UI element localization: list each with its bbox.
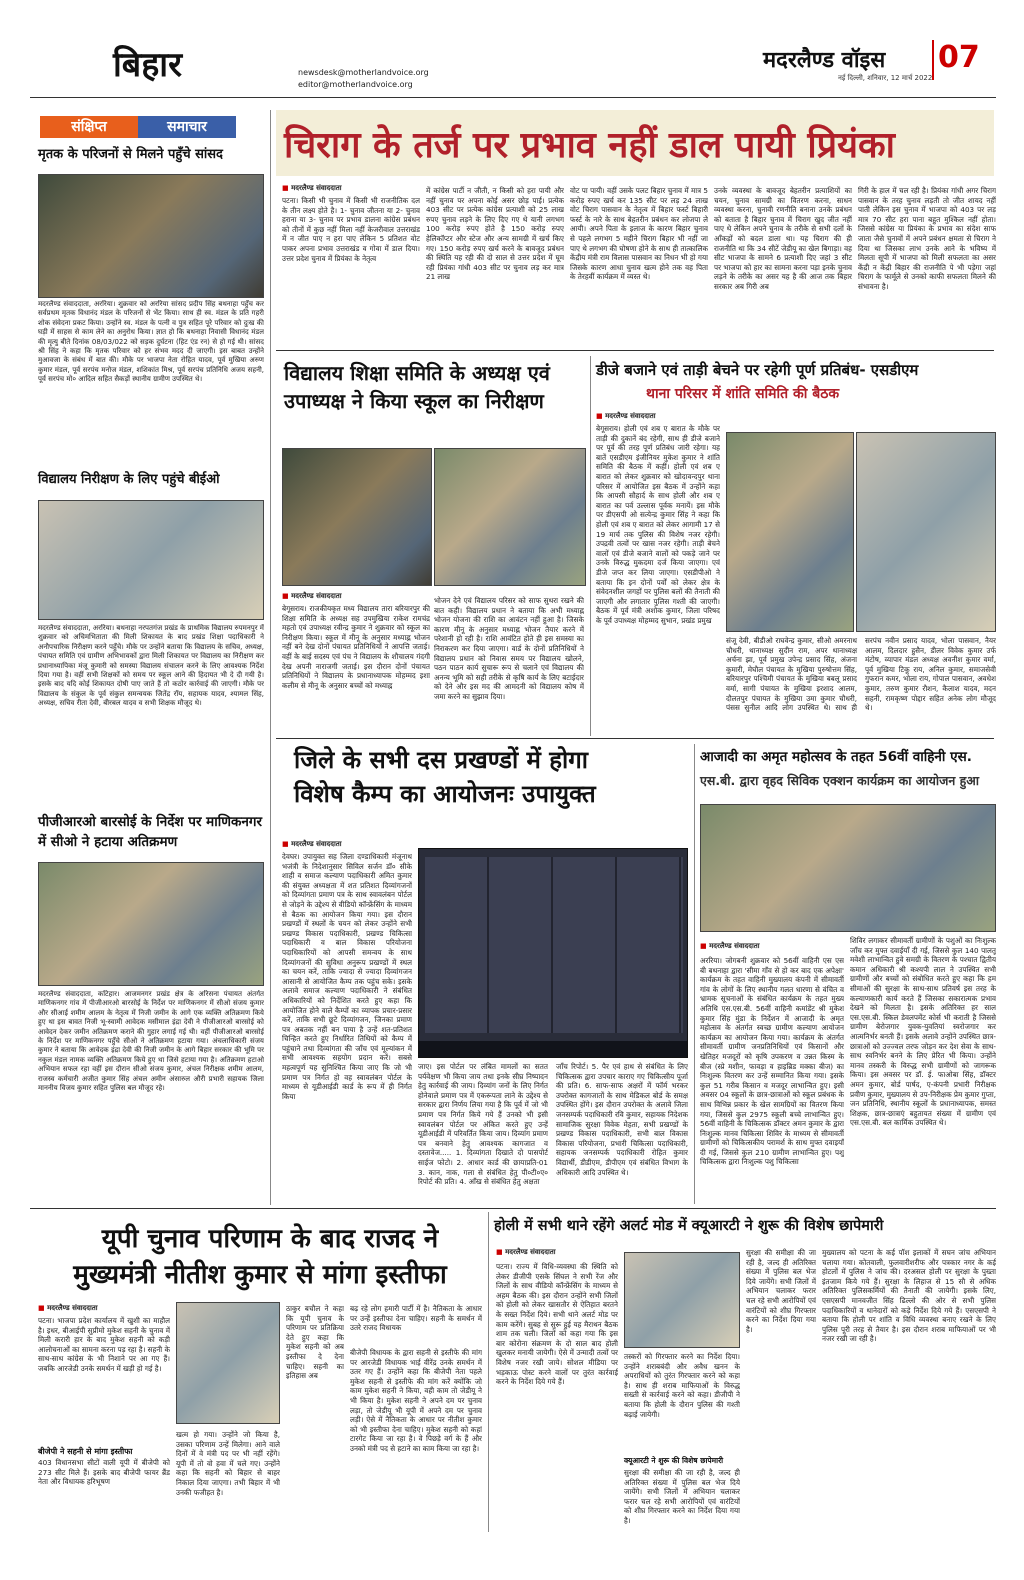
dj-byline: ■ मदरलैण्ड संवाददाता <box>596 412 656 421</box>
paper-name: मदरलैण्ड वॉइस <box>763 48 886 73</box>
camp-byline: ■ मदरलैण्ड संवाददाता <box>282 840 342 849</box>
lead-col-4: उनके व्यवस्था के बावजूद बेहतरीन प्रत्याशियों का चयन, चुनाव सामग्री का वितरण करना, साधन व्यवस्था करना, चुनावी रणनीति बनाना उनके प्रबंधन को बताता है बिहार चुनाव में चिराग खुद जीत नहीं पाए थे लेकिन अपने चुनाव के तरीके से सभी दलों के आँकड़ों को बदल डाला था। यह चिराग की ही राजनीति था कि 34 सीटें जेडीयू का खेल बिगाड़ा। वह सीट भाजपा के सामने 6 प्रत्याशी दिए जहां 3 सीट पर भाजपा को हार का सामना करना पड़ा इनके चुनाव लड़ने के तरीके का असर यह है की आज तक बिहार सरकार अब गिरी अब <box>714 186 852 291</box>
photo-mp-visit <box>38 174 264 298</box>
up-col-1: पटना। भाजपा प्रदेश कार्यालय में खुशी का माहौल है। इधर, बीआईपी सुप्रीमो मुकेश सहनी के चुनाव में मिली करारी हार के बाद मुकेश सहनी को कड़ी आलोचनाओं का सामना करना पड़ रहा है। सहनी के साथ-साथ कांग्रेस के भी निशाने पर आ गए हैं। जबकि आरजेडी उनके समर्थन में खड़ी हो गई है। <box>38 1316 170 1373</box>
section-name: बिहार <box>113 45 182 85</box>
dateline: नई दिल्ली, शनिवार, 12 मार्च 2022 <box>838 74 933 82</box>
brief-headline-3: पीजीआरओ बारसोई के निर्देश पर माणिकनगर में सीओ ने हटाया अतिक्रमण <box>38 814 262 850</box>
azadi-headline-1: आजादी का अमृत महोत्सव के तहत 56वीं वाहिनी एस. <box>700 749 972 765</box>
camp-headline-2: विशेष कैम्प का आयोजनः उपायुक्त <box>294 780 596 808</box>
dj-col-1: बेगूसराय। होली एवं शब ए बारात के मौके पर ताड़ी की दुकानें बंद रहेगी, साथ ही डीजे बजाने पर पूर्व की तरह पूर्ण प्रतिबंध जारी रहेगा। यह बातें एसडीएम इंजीनियर मुकेश कुमार ने शांति समिति की बैठक में कहीं। होली एवं शब ए बारात को लेकर शुक्रवार को खोदावन्दपुर थाना परिसर में आयोजित इस बैठक में उन्होंने कहा कि आपसी सौहार्द के साथ होली और शब ए बारात का पर्व उल्लास पूर्वक मनायें। इस मौके पर डीएसपी ओ सत्येन्द्र कुमार सिंह ने कहा कि होली एवं शब ए बारात को लेकर आगामी 17 से 19 मार्च तक पुलिस की विशेष नजर रहेगी। उपद्रवी तत्वों पर खास नजर रहेगी। ताड़ी बेचने वालों एवं डीजे बजाने वालों को पकड़े जाने पर उनके विरुद्ध मुकदमा दर्ज किया जाएगा। एवं डीजे जप्त कर लिया जाएगा। एसडीपीओ ने बताया कि इन दोनों पर्वों को लेकर क्षेत्र के संवेदनशील जगहों पर पुलिस बलों की तैनाती की जाएगी और लगातार पुलिस गश्ती की जाएगी। बैठक में पूर्व मंत्री अशोक कुमार, जिला परिषद के पूर्व उपाध्यक्ष मोहम्मद सुभान, प्रखंड प्रमुख <box>596 424 720 625</box>
school-headline-2: उपाध्यक्ष ने किया स्कूल का निरीक्षण <box>284 389 544 413</box>
dj-subheadline: थाना परिसर में शांति समिति की बैठक <box>646 386 840 402</box>
brief-headline-2: विद्यालय निरीक्षण के लिए पहुंचे बीईओ <box>38 472 220 487</box>
up-col-5: बीजेपी विधायक के द्वारा सहनी से इस्तीफे की मांग पर आरजेडी विधायक भाई वीरेंद्र उनके समर्थन में उतर गए हैं। उन्होंने कहा कि बीजेपी नेता पहले मुकेश सहनी से इस्तीफे की मांग करें क्योंकि जो काम मुकेश सहनी ने किया, वही काम तो जेडीयू ने भी किया है। मुकेश सहनी ने अपने दम पर चुनाव लड़ा, तो जेडीयू भी यूपी में अपने दम पर चुनाव लड़ी। ऐसे में नैतिकता के आधार पर नीतीश कुमार को भी इस्तीफा देना चाहिए। मुकेश सहनी को कहां टारगेट किया जा रहा है। वे पिछड़े वर्ग के हैं और उनको मंत्री पद से हटाने का काम किया जा रहा है। <box>350 1348 482 1453</box>
up-byline: ■ मदरलैण्ड संवाददाता <box>38 1304 98 1313</box>
brief-body-2: मदरलैण्ड संवाददाता, अररिया। बथनाहा नरपतगंज प्रखंड के प्राथमिक विद्यालय रुपमनपुर में शुक्रवार को अचिमभिताता की मिली शिकायत के बाद प्रखंड शिक्षा पदाधिकारी ने अनौपचारिक निरीक्षण करने पहुँचे। मौके पर उन्होंने बताया कि विद्यालय के सचिव, अध्यक्ष, पंचायत समिति एवं ग्रामीण अभिभावकों द्वारा मिली शिकायत पर विद्यालय का निरीक्षण कर प्रधानाध्यापिका मंजू कुमारी को समस्या विद्यालय संचालन करने के लिए आवश्यक निर्देश दिया गया है। वहीं सभी शिक्षकों को समय पर स्कूल आने की हिदायत भी दे दी गयी है। इसके बाद यदि कोई शिकायत दोषी पाए जाते हैं तो कठोर कार्रवाई की जाएगी। मौके पर विद्यालय के संकुल के पूर्व संकुल समन्वयक जितेंद्र रॉय, सहायक यादव, श्यामल सिंह, अध्यक्ष, सचिव रीता देवी, बीरबल यादव व सभी शिक्षक मौजूद थे। <box>38 624 264 708</box>
azadi-col-1: अररिया। जोगबनी शुक्रवार को 56वीं वाहिनी एस एस बी बथनाहा द्वारा 'सीमा गाँव से हो कर बाद एक अपेक्षा' कार्यक्रम के तहत वाहिनी मुख्यालय कंपनी में सीमावर्ती गांव के लोगों के लिए स्थानीय गलत धारणा से वंचित व भ्रामक सूचनाओं के संबंधित कार्यक्रम के तहत मुख्य अतिथि एस.एस.बी. 56वीं वाहिनी कमांडेंट श्री मुकेश कुमार सिंह मुंडा के निर्देशन में आजादी के अमृत महोत्सव के अंतर्गत स्वच्छ ग्रामीण कल्याण आयोजन कार्यक्रम का आयोजन किया गया। कार्यक्रम के अंतर्गत सीमावर्ती ग्रामीण जनप्रतिनिधियों एवं किसानों और खेतिहर मजदूरों को कृषि उपकरण व उन्नत किस्म के बीज (स्प्रे मशीन, फावड़ा व हाइब्रिड मक्का बीज) का निःशुल्क वितरण कर उन्हें सम्मानित किया गया। इसके कुल 51 गरीब किसान व मजदूर लाभान्वित हुए। इसी अवसर 04 स्कूलों के छात्र-छात्राओं को स्कूल प्रबंधक के साथ विभिन्न प्रकार के खेल सामग्रियों का वितरण किया गया, जिससे कुल 2975 स्कूली बच्चे लाभान्वित हुए। 56वीं वाहिनी के चिकित्सक डॉक्टर अमन कुमार के द्वारा निःशुल्क मानव चिकित्सा शिविर के माध्यम से सीमावर्ती ग्रामीणों को चिकित्सकीय परामर्श के साथ मुफ्त दवाइयाँ दी गई, जिससे कुल 210 ग्रामीण लाभान्वित हुए। पशु चिकित्सक द्वारा निःशुल्क पशु चिकित्सा <box>700 956 844 1167</box>
brief-tag-2: समाचार <box>138 116 236 138</box>
brief-body-1: मदरलैण्ड संवाददाता, अररिया। शुक्रवार को अररिया सांसद प्रदीप सिंह बथनाहा पहुँच कर सर्वप्रथम मृतक विधानंद मंडल के परिजनों से भेंट किया। साथ ही स्व. मंडल के प्रति गहरी शोक संवेदना प्रकट किया। उन्होंने स्व. मंडल के पत्नी व पुत्र सहित पूरे परिवार को दुःख की घड़ी में साहस से काम लेने का अनुरोध किया। ज्ञात हो कि बथनाहा निवासी विधानंद मंडल की मृत्यु बीते दिनांक 08/03/022 को सड़क दुर्घटना (हिट एंड रन) से हो गई थी। सांसद श्री सिंह ने कहा कि मृतक परिवार को हर संभव मदद दी जाएगी। इस बाबत उन्होंने मुआवजा के संबंध में बात की। मौके पर भाजपा नेता रोहित यादव, पूर्व मुखिया अरुण कुमार मंडल, पूर्व सरपंच मनोज मंडल, शशिकांत मिश्र, पूर्व सरपंच प्रतिनिधि अजय सहनी, पूर्व सरपंच मो० आदिल सहित सैकड़ों स्थानीय ग्रामीण उपस्थित थे। <box>38 300 264 384</box>
photo-nitish-kumar <box>176 1302 280 1424</box>
video-conference-screen <box>418 848 688 1058</box>
brief-tag-1: संक्षिप्त <box>40 116 138 138</box>
photo-peace-committee-1 <box>726 432 854 632</box>
holi-col-1: पटना। राज्य में विधि-व्यवस्था की स्थिति को लेकर डीजीपी एसके सिंघल ने सभी रेंज और जिलों के साथ वीडियो कॉन्फ्रेंसिंग के माध्यम से अहम बैठक की। इस दौरान उन्होंने सभी जिलों को होली को लेकर खासतौर से ऐतिहात बरतने के सख्त निर्देश दिये। सभी थाने अलर्ट मोड पर काम करेंगे। सुबह से सुरू हुई यह मैराथन बैठक शाम तक चली। जिलों को कहा गया कि इस बार कोरोना संक्रमण के दो साल बाद होली खुलकर मनायी जायेगी। ऐसे में उन्मादी तत्वों पर विशेष नजर रखी जाये। सोशल मीडिया पर भड़काऊ पोस्ट करने वालों पर तुरंत कार्रवाई करने के निर्देश दिये गये हैं। <box>496 1262 618 1387</box>
azadi-col-2: शिविर लगाकर सीमावर्ती ग्रामीणों के पशुओं का निःशुल्क जाँच कर मुफ्त दवाईयाँ दी गई, जिससे कुल 140 पालतू मवेशी लाभान्वित हुवे समग्री के वितरण के पश्चात द्वितीय कमान अधिकारी श्री कश्यपी लाल ने उपस्थित सभी ग्रामीणों और बच्चों को संबोधित करते हुए कहा कि हम सीमाओं की सुरक्षा के साथ-साथ प्रतिवर्ष इस तरह के कल्याणकारी कार्य करते हैं जिसका सकारात्मक प्रभाव देखने को मिलता है। इसके अतिरिक्त हर साल एस.एस.बी. स्किल डेवलपमेंट कोर्स भी कराती है जिससे ग्रामीण बेरोजगार युवक-युवतियां स्वरोजगार कर आत्मनिर्भर बनती हैं। इसके अलावे उन्होंने उपस्थित छात्र-छात्राओं को उज्ज्वल तरफ जोड़न कर देश सेवा के साथ-साथ स्वनिर्भर बनने के लिए प्रेरित भी किया। उन्होंने मानव तस्करी के विरुद्ध सभी ग्रामीणों को जागरूक किया। इस अवसर पर डॉ. ई. फाओबा सिंह, डॉक्टर अमन कुमार, बोर्ड पार्षद, ए-कंपनी प्रभारी निरीक्षक प्रवीण कुमार, मुख्यालय से उप-निरीक्षक प्रेम कुमार गुप्ता, जन प्रतिनिधि, स्थानीय स्कूलों के प्रधानाध्यापक, समस्त शिक्षक, छात्र-छात्राएं बहुतायत संख्या में ग्रामीण एवं एस.एस.बी. बल कार्मिक उपस्थित थे। <box>850 936 996 1128</box>
dj-headline: डीजे बजाने एवं ताड़ी बेचने पर रहेगी पूर्ण प्रतिबंध- एसडीएम <box>596 361 919 379</box>
up-col-4: बढ़ रहे लोग हमारी पार्टी में है। नैतिकता के आधार पर उन्हें इस्तीफा देना चाहिए। सहनी के समर्थन में उतरे राजद विधायक <box>350 1304 482 1333</box>
up-col-3: ठाकुर बचौल ने कहा कि यूपी चुनाव के परिणाम पर प्रतिक्रिया देते हुए कहा कि मुकेश सहनी को अब इस्तीफा दे देना चाहिए। सहनी का इतिहास अब <box>286 1304 344 1381</box>
photo-school-committee-2 <box>434 448 586 586</box>
photo-school-committee-1 <box>282 448 432 586</box>
holi-col-3: सुरक्षा की समीक्षा की जा रही है, जल्द ही अतिरिक्त संख्या में पुलिस बल भेज दिये जायेंगे। सभी जिलों में अभियान चलाकर फरार चल रहे सभी आरोपियों एवं वारंटियों को शीघ्र गिरफ्तार करने का निर्देश दिया गया है। <box>746 1248 816 1334</box>
lead-col-1: पटना। किसी भी चुनाव में किसी भी राजनीतिक दल के तीन लक्ष्य होते है। 1- चुनाव जीतना या 2- चुनाव हराना या 3- चुनाव पर प्रभाव डालना कांग्रेस प्रबंधन को तीनों में कुछ नहीं मिला नहीं केजरीवाल उत्तराखंड में न जीत पाए न हरा पाए लेकिन 5 प्रतिशत वोट पाकर अपना प्रभाव उत्तराखंड व गोवा में डाल दिया। उत्तर प्रदेश चुनाव में प्रियंका के नेतृत्व <box>282 196 420 263</box>
holi-col-2: तस्करों को गिरफ्तार करने का निर्देश दिया। उन्होंने शराबबंदी और अवैध खनन के अपराधियों को तुरंत गिरफ्तार करने को कहा है। साथ ही शराब माफियाओं के विरुद्ध सख्ती से कार्रवाई करने को कहा। डीजीपी ने बताया कि होली के दौरान पुलिस की गश्ती बढ़ाई जायेगी। <box>624 1352 740 1419</box>
school-col-1: बेगूसराय। राजकीयकृत मध्य विद्यालय तारा बरियारपुर की शिक्षा समिति के अध्यक्ष सह उपमुखिया राकेश रामचंद्र महतो एवं उपाध्यक्ष रवीन्द्र कुमार ने शुक्रवार को स्कूल का निरीक्षण किया। स्कूल में मीनू के अनुसार मध्याह्न भोजन नहीं बने देख दोनों पंचायत प्रतिनिधियों ने आपत्ति जताई। वहीं के बाई सदस्य एवं पंच ने विद्यालय के शौचालय गंदगी देख अपनी नाराजगी जताई। इस दौरान दोनों पंचायत प्रतिनिधियों ने विद्यालय के प्रधानाध्यापक मोहम्मद इशा कलीम से मीनू के अनुसार बच्चों को मध्याह्न <box>282 604 430 690</box>
lead-col-5: गिरी के हाल में चल रही है। प्रियंका गांधी अगर चिराग पासवान के तरह चुनाव लड़ती तो जीत शायद नहीं पाती लेकिन इस चुनाव में भाजपा को 403 पर लड़ मात्र 70 सीट हरा पाना बहुत मुश्किल नहीं होता। जिससे कांग्रेस या प्रियंका के प्रभाव का संदेश साफ जाता जैसे चुनावों में अपने प्रबंधन क्षमता से चिराग ने दिया था जिसका लाभ उनके आने के भविष्य में मिलता सूपी में भाजपा को मिली सफलता का असर केंद्री न केंद्री बिहार की राजनीति पे भी पड़ेगा जहां चिराग के फार्मूले से उनको काफी सफलता मिलने की संभावना है। <box>858 186 996 291</box>
school-col-2: भोजन देने एवं विद्यालय परिसर को साफ सुथरा रखने की बात कही। विद्यालय प्रधान ने बताया कि अभी मध्याह्न भोजन योजना की राशि का आवंटन नहीं हुआ है। जिसके कारण मीनू के अनुसार मध्याह्न भोजन तैयार करने में परेशानी हो रही है। राशि आवंटित होते ही इस समस्या का निराकरण कर दिया जाएगा। वार्ड के दोनों प्रतिनिधियों ने विद्यालय प्रधान को निवास समय पर विद्यालय खोलने, पठन पाठन कार्य सुचारू रूप से चलाने एवं विद्यालय की अनन्य भूमि को सही तरीके से कृषि कार्य के लिए बटाईदार को देने और इस मद की आमदनी को विद्यालय कोष में जमा करने का सुझाव दिया। <box>434 596 584 701</box>
azadi-headline-2: एस.बी. द्वारा वृहद सिविक एक्शन कार्यक्रम का आयोजन हुआ <box>700 773 980 788</box>
holi-headline: होली में सभी थाने रहेंगे अलर्ट मोड में क्यूआरटी ने शुरू की विशेष छापेमारी <box>494 1218 884 1234</box>
school-byline: ■ मदरलैण्ड संवाददाता <box>282 592 342 601</box>
lead-bottom-rule <box>276 350 994 351</box>
camp-col-1: देवघर। उपायुक्त सह जिला दण्डाधिकारी मंजूनाथ भजंत्री के निदेशानुसार सिविल सर्जन डॉ० सीके शाही व समाज कल्याण पदाधिकारी अमित कुमार की संयुक्त अध्यक्षता में शत प्रतिशत दिव्यांगजनों को दिव्यांगता प्रमाण पत्र के साथ स्वावलंबन पोर्टल से जोड़ने के उद्देश्य से वीडियो कॉन्फ्रेंसिंग के माध्यम से बैठक का आयोजन किया गया। इस दौरान प्रखण्डों में स्थलों के चयन को लेकर उन्होंने सभी प्रखण्ड विकास पदाधिकारी, प्रखण्ड चिकित्सा पदाधिकारी व बाल विकास परियोजना पदाधिकारियों को आपसी समन्वय के साथ दिव्यांगजनों की सुविधा अनुरूप प्रखण्डों में स्थल का चयन करें, ताकि ज्यादा से ज्यादा दिव्यांगजन आसानी से आयोजित कैम्प तक पहुंच सके। इसके अलावे समाज कल्याण पदाधिकारी ने संबंधित अधिकारियों को निर्देशित करते हुए कहा कि आयोजित होने वाले कैम्पों का व्यापक प्रचार-प्रसार करें, ताकि सभी छूटे दिव्यांगजन, जिनका प्रमाण पत्र अबतक नहीं बन पाया है उन्हें शत-प्रतिशत चिन्हित करते हुए निर्धारित तिथियों को कैम्प में पहुंचाने तथा दिव्यांगता की जाँच एवं मूल्यांकन में सभी आवश्यक सहयोग प्रदान करें। सबसे महत्वपूर्ण यह सुनिश्चित किया जाए कि जो भी प्रमाण पत्र निर्गत हो वह स्वावलंबन पोर्टल के माध्यम से यूडीआईडी कार्ड के रूप में ही निर्गत किया <box>282 852 412 1101</box>
masthead <box>0 0 1024 100</box>
photo-school-inspection <box>38 500 264 620</box>
up-holi-divider <box>488 1212 489 1532</box>
up-headline-1: यूपी चुनाव परिणाम के बाद राजद ने <box>101 1224 439 1254</box>
sidebar-divider <box>270 110 271 1205</box>
photo-encroachment <box>38 862 264 986</box>
camp-azadi-divider <box>694 744 695 1204</box>
photo-dgp-meeting <box>624 1252 740 1348</box>
camp-col-2: जाए। इस पोर्टल पर लंबित मामलों का सतत पर्यवेक्षण भी किया जाय तथा इनके सीघ्र निष्पादन हेतु कार्रवाई की जाय। दिव्यांग जनों के लिए निर्गत होनेवाले प्रमाण पत्र में एकरूपता लाने के उद्देश्य से सरकार द्वारा निर्णय लिया गया है कि पूर्व में जो भी प्रमाण पत्र निर्गत किये गये हैं उनको भी इसी स्वावलंबन पोर्टल पर अंकित करते हुए उन्हें यूडीआईडी में परिवर्तित किया जाय। दिव्यांग प्रमाण पत्र बनवाने हेतु आवश्यक कागजात व दस्तावेज..... 1. दिव्यांगता दिखाते दो पासपोर्ट साईज फोटो। 2. आधार कार्ड की छायाप्रति-01 3. कान, नाक, गला से संबंधित हेतु पी०टी०ए० रिपोर्ट की प्रति। 4. आँख से संबंधित हेतु अक्षता <box>418 1062 548 1187</box>
vc-taskbar <box>419 1041 687 1057</box>
camp-headline-1: जिले के सभी दस प्रखण्डों में होगा <box>294 746 588 774</box>
holi-sub: क्यूआरटी ने शुरू की विशेष छापेमारी <box>624 1456 724 1465</box>
dj-bottom-rule <box>276 738 994 739</box>
brief-body-3: मदरलैण्ड संवाददाता, कटिहार। आजमनगर प्रखंड क्षेत्र के अरिसना पंचायत अंतर्गत माणिकनगर गांव में पीजीआरओ बारसोई के निर्देश पर माणिकनगर में सीओ संजय कुमार और सीआई शमीम आलम के नेतृत्व में निजी जमीन के आगे एक व्यक्ति अतिक्रमण किये हुए था इस बावत निजी भू-स्वामी आवेदक मसीमाल इंद्रा देवी ने पीजीआरओ बारसोई को आवेदन देकर जमीन अतिक्रमण कराने की गुहार लगाई गई थी। वहीं पीजीआरओ बारसोई के निर्देश पर माणिकनगर पहुँचे सीओ ने अतिक्रमण हटाया गया। अंचलाधिकारी संजय कुमार ने बताया कि आवेदक इंद्रा देवी की निजी जमीन के आगे बिहार सरकार की भूमि पर नकुल मंडल नामक व्यक्ति अतिक्रमण किये हुए था जिसे हटाया गया है। अतिक्रमण हटाओ अभियान सफल रहा वहीं इस दौरान सीओ संजय कुमार, अंचल निरीक्षक शमीम आलम, राजस्व कर्मचारी अजीत कुमार सिंह अंचल अमीन अंसारुल औरी प्रभारी सहायक जिला माननीय विजय कुमार सहित पुलिस बल मौजूद रहे। <box>38 990 264 1093</box>
school-dj-divider <box>590 356 591 736</box>
photo-ssb-civic-action <box>700 804 996 932</box>
masthead-rule <box>30 97 996 98</box>
vc-tile-grid <box>425 857 683 1033</box>
lead-col-2: में कांग्रेस पार्टी न जीती, न किसी को हरा पायी और नहीं चुनाव पर अपना कोई असर छोड़ पाई। प्रत्येक 403 सीट पर प्रत्येक कांग्रेस प्रत्याशी को 25 लाख रुपए चुनाव लड़ने के लिए दिए गए थे यानी लगभग 100 करोड़ रुपए होते है 150 करोड़ रुपए हेलिकॉप्टर और स्टेज और अन्य सामग्री में खर्च किए गए। 150 करोड़ रुपए खर्च करने के बावजूद प्रबंधन की स्थिति यह रही की दो साल से उत्तर प्रदेश में घूम रही प्रियंका गांधी 403 सीट पर चुनाव लड़ कर मात्र 21 लाख <box>426 186 564 282</box>
holi-byline: ■ मदरलैण्ड संवाददाता <box>496 1248 556 1257</box>
holi-col-2b: सुरक्षा की समीक्षा की जा रही है, जल्द ही अतिरिक्त संख्या में पुलिस बल भेज दिये जायेंगे। सभी जिलों में अभियान चलाकर फरार चल रहे सभी आरोपियों एवं वारंटियों को शीघ्र गिरफ्तार करने का निर्देश दिया गया है। <box>624 1468 740 1525</box>
up-col-1b: 403 विधानसभा सीटों वाली यूपी में बीजेपी को 273 सीट मिले हैं। इसके बाद बीजेपी फायर ब्रैंड नेता और विधायक हरिभूषण <box>38 1458 170 1487</box>
up-sub-1: बीजेपी ने सहनी से मांगा इस्तीफा <box>38 1447 133 1456</box>
email-newsdesk[interactable]: newsdesk@motherlandvoice.org <box>298 68 429 77</box>
bottom-section-rule <box>30 1208 996 1209</box>
up-headline-2: मुख्यमंत्री नीतीश कुमार से मांगा इस्तीफा <box>73 1260 447 1290</box>
email-editor[interactable]: editor@motherlandvoice.org <box>298 80 413 89</box>
azadi-byline: ■ मदरलैण्ड संवाददाता <box>700 942 760 951</box>
brief-headline-1: मृतक के परिजनों से मिलने पहुँचे सांसद <box>38 147 223 162</box>
lead-byline: ■ मदरलैण्ड संवाददाता <box>282 184 342 193</box>
holi-col-4: मुख्यालय को पटना के कई पॉश इलाकों में सघन जांच अभियान चलाया गया। कोतवाली, फुलवारीशरीफ और पत्रकार नगर के कई होटलों में पुलिस ने जांच की। दरअसल होली पर सुरक्षा के पुख्ता इंतजाम किये गये हैं। सुरक्षा के लिहाज से 15 सौ से अधिक अतिरिक्त पुलिसकर्मियों की तैनाती की जायेगी। इसके लिए, एसएसपी मानवजीत सिंह ढिल्लो की ओर से सभी पुलिस पदाधिकारियों व थानेदारों को कड़े निर्देश दिये गये हैं। एसएसपी ने बताया कि होली पर शांति व विधि व्यवस्था बनाए रखने के लिए पुलिस पूरी तरह से तैयार है। इस दौरान शराब माफियाओं पर भी नजर रखी जा रही है। <box>822 1248 996 1344</box>
school-headline-1: विद्यालय शिक्षा समिति के अध्यक्ष एवं <box>284 361 550 385</box>
lead-headline: चिराग के तर्ज पर प्रभाव नहीं डाल पायी प्रियंका <box>284 125 895 166</box>
dj-caption-col: संजू देवी, बीडीओ राघवेन्द्र कुमार, सीओ अमरनाथ चौधरी, थानाध्यक्ष सुदीन राम, अपर थानाध्यक्ष अर्चना झा, पूर्व प्रमुख उपेन्द्र प्रसाद सिंह, अंजना कुमारी, मेघौल पंचायत के मुखिया पुरुषोत्तम सिंह, बरियारपुर पश्चिमी पंचायत के मुखिया बबलू प्रसाद वर्मा, सागी पंचायत के मुखिया इरशाद आलम, दौलतपुर पंचायत के मुखिया उमा कुमार चौधरी, पंसस सुनील आदि लोग उपस्थित थे। साथ ही सरपंच नवीन प्रसाद यादव, भोला पासवान, नैयर आलम, दिलदार हुसैन, डीलर विवेक कुमार उर्फ मंटोष, व्यापार मंडल अध्यक्ष अवनीश कुमार वर्मा, पूर्व मुखिया टिकू राय, अनिल कुमार, समाजसेवी गुफरान कमर, भोला राय, गोपाल पासवान, अवधेश कुमार, तरुण कुमार रौशन, कैलाश यादव, मदन सहनी, रामकृष्ण पोद्दार सहित अनेक लोग मौजूद थे। <box>726 636 996 713</box>
lead-col-3: वोट पा पायी। वहीं उसके पलट बिहार चुनाव में मात्र 5 करोड़ रुपए खर्च कर 135 सीट पर लड़ 24 लाख वोट चिराग पासवान के नेतृत्व में बिहार फर्स्ट बिहारी फर्स्ट के नारे के साथ बेहतरीन प्रबंधन कर लोजपा ले आयी। अपने पिता के इलाज के कारण बिहार चुनाव से पहले लगभग 5 महीने चिराग बिहार भी नहीं जा पाए थे लगभग की घोषणा होने के साथ ही तात्कालिक केंद्रीय मंत्री राम विलास पासवान का निधन भी हो गया जिसके कारण आधा चुनाव खत्म होने तक वह पिता के तेरहवीं कार्यक्रम में व्यस्त थे। <box>570 186 708 282</box>
up-col-2: खत्म हो गया। उन्होंने जो किया है, उसका परिणाम उन्हें मिलेगा। आने वाले दिनों में वे मंत्री पद पर भी नहीं रहेंगे। यूपी में तो वो हवा में चले गए। उन्होंने कहा कि सहनी को बिहार से बाहर निकाल दिया जाएगा। तभी बिहार में भी उनकी फजीहत है। <box>176 1430 280 1497</box>
photo-peace-committee-2 <box>856 432 996 632</box>
camp-col-3: जाँच रिपोर्ट। 5. पैर एवं हाथ से संबंधित के लिए चिकित्सक द्वारा उपचार काराए गए चिकित्सीय पूर्जा की प्रति। 6. साफ-साफ अक्षरों में फॉर्म भरकर उपरोक्त कागजातों के साथ मेडिकल बोर्ड के समक्ष उपस्थित होंगे। इस दौरान उपरोक्त के अलावे जिला जनसम्पर्क पदाधिकारी रवि कुमार, सहायक निदेशक सामाजिक सुरक्षा विवेक मेहता, सभी प्रखण्डों के प्रखण्ड विकास पदाधिकारी, सभी बाल विकास विकास परियोजना, प्रभारी चिकित्सा पदाधिकारी, सहायक जनसम्पर्क पदाधिकारी रोहित कुमार विद्यार्थी, डीडीएम, डीपीएम एवं संबंधित विभाग के अधिकारी आदि उपस्थित थे। <box>556 1062 688 1177</box>
page-number: 07 <box>938 40 980 75</box>
